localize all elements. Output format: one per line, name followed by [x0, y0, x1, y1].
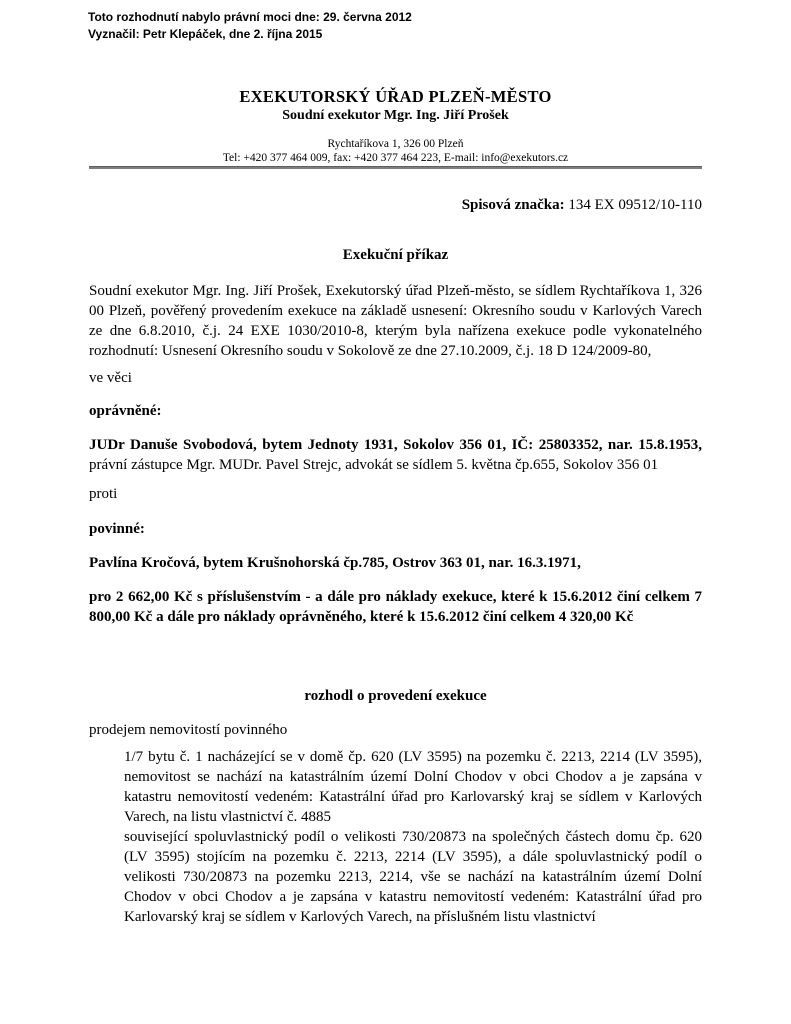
execution-method: prodejem nemovitostí povinného — [89, 722, 288, 738]
property-list — [89, 747, 702, 927]
stamp-line-marked-by: Vyznačil: Petr Klepáček, dne 2. října 2015 — [88, 26, 323, 41]
in-the-matter-of: ve věci — [89, 370, 132, 386]
intro-paragraph: Soudní exekutor Mgr. Ing. Jiří Prošek, Exekutorský úřad Plzeň-město, se sídlem Rychtaříkova 1, 326 00 Plzeň, pověřený provedením exekuce na základě usnesení: Okresního soudu v Karlových Varech ze dne 6.8.2010, č.j. 24 EXE 1030/2010-8, kterým byla nařízena exekuce podle vykonatelného rozhodnutí: Usnesení Okresního soudu v Sokolově ze dne 27.10.2009, č.j. 18 D 124/2009-80, — [89, 283, 702, 359]
office-contact: Tel: +420 377 464 009, fax: +420 377 464 223, E-mail: info@exekutors.cz — [222, 152, 569, 164]
office-address: Rychtaříkova 1, 326 00 Plzeň — [327, 138, 464, 150]
decision-heading: rozhodl o provedení exekuce — [304, 688, 487, 704]
claimant-party — [89, 435, 702, 475]
claimant-label: oprávněné: — [89, 403, 162, 419]
debtor-party: Pavlína Kročová, bytem Krušnohorská čp.785, Ostrov 363 01, nar. 16.3.1971, — [89, 555, 581, 571]
document-title: Exekuční příkaz — [342, 247, 449, 263]
stamp-line-legal-force: Toto rozhodnutí nabylo právní moci dne: 29. června 2012 — [88, 10, 412, 24]
executor-name: Soudní exekutor Mgr. Ing. Jiří Prošek — [282, 108, 509, 123]
claimant-representative: právní zástupce Mgr. MUDr. Pavel Strejc, advokát se sídlem 5. května čp.655, Sokolov 356 01 — [89, 457, 659, 473]
letterhead — [0, 86, 791, 165]
claimant-name: JUDr Danuše Svobodová, bytem Jednoty 1931, Sokolov 356 01, IČ: 25803352, nar. 15.8.1953, — [89, 437, 702, 453]
amount-paragraph: pro 2 662,00 Kč s příslušenstvím - a dále pro náklady exekuce, které k 15.6.2012 činí celkem 7 800,00 Kč a dále pro náklady oprávněného, které k 15.6.2012 činí celkem 4 320,00 Kč — [89, 589, 702, 625]
legal-force-stamp — [88, 9, 412, 42]
office-name: EXEKUTORSKÝ ÚŘAD PLZEŇ-MĚSTO — [239, 87, 552, 106]
case-reference — [89, 197, 702, 214]
case-reference-number: 134 EX 09512/10-110 — [564, 197, 702, 213]
case-reference-label: Spisová značka: — [461, 197, 565, 213]
property-item-1: 1/7 bytu č. 1 nacházející se v domě čp. 620 (LV 3595) na pozemku č. 2213, 2214 (LV 3595), nemovitost se nachází na katastrálním území Dolní Chodov v obci Chodov a je zapsána v katastru nemovitostí vedeném: Katastrální úřad pro Karlovarský kraj se sídlem v Karlových Varech, na listu vlastnictví č. 4885 — [124, 749, 702, 825]
against-label: proti — [89, 486, 118, 502]
letterhead-divider — [89, 166, 702, 169]
property-item-2: související spoluvlastnický podíl o velikosti 730/20873 na společných částech domu čp. 620 (LV 3595) stojícím na pozemku č. 2213, 2214 (LV 3595), a dále spoluvlastnický podíl o velikosti 730/20873 na pozemku 2213, 2214, vše se nachází na katastrálním území Dolní Chodov v obci Chodov a je zapsána v katastru nemovitostí vedeném: Katastrální úřad pro Karlovarský kraj se sídlem v Karlových Varech, na příslušném listu vlastnictví — [124, 829, 702, 925]
debtor-label: povinné: — [89, 521, 145, 537]
